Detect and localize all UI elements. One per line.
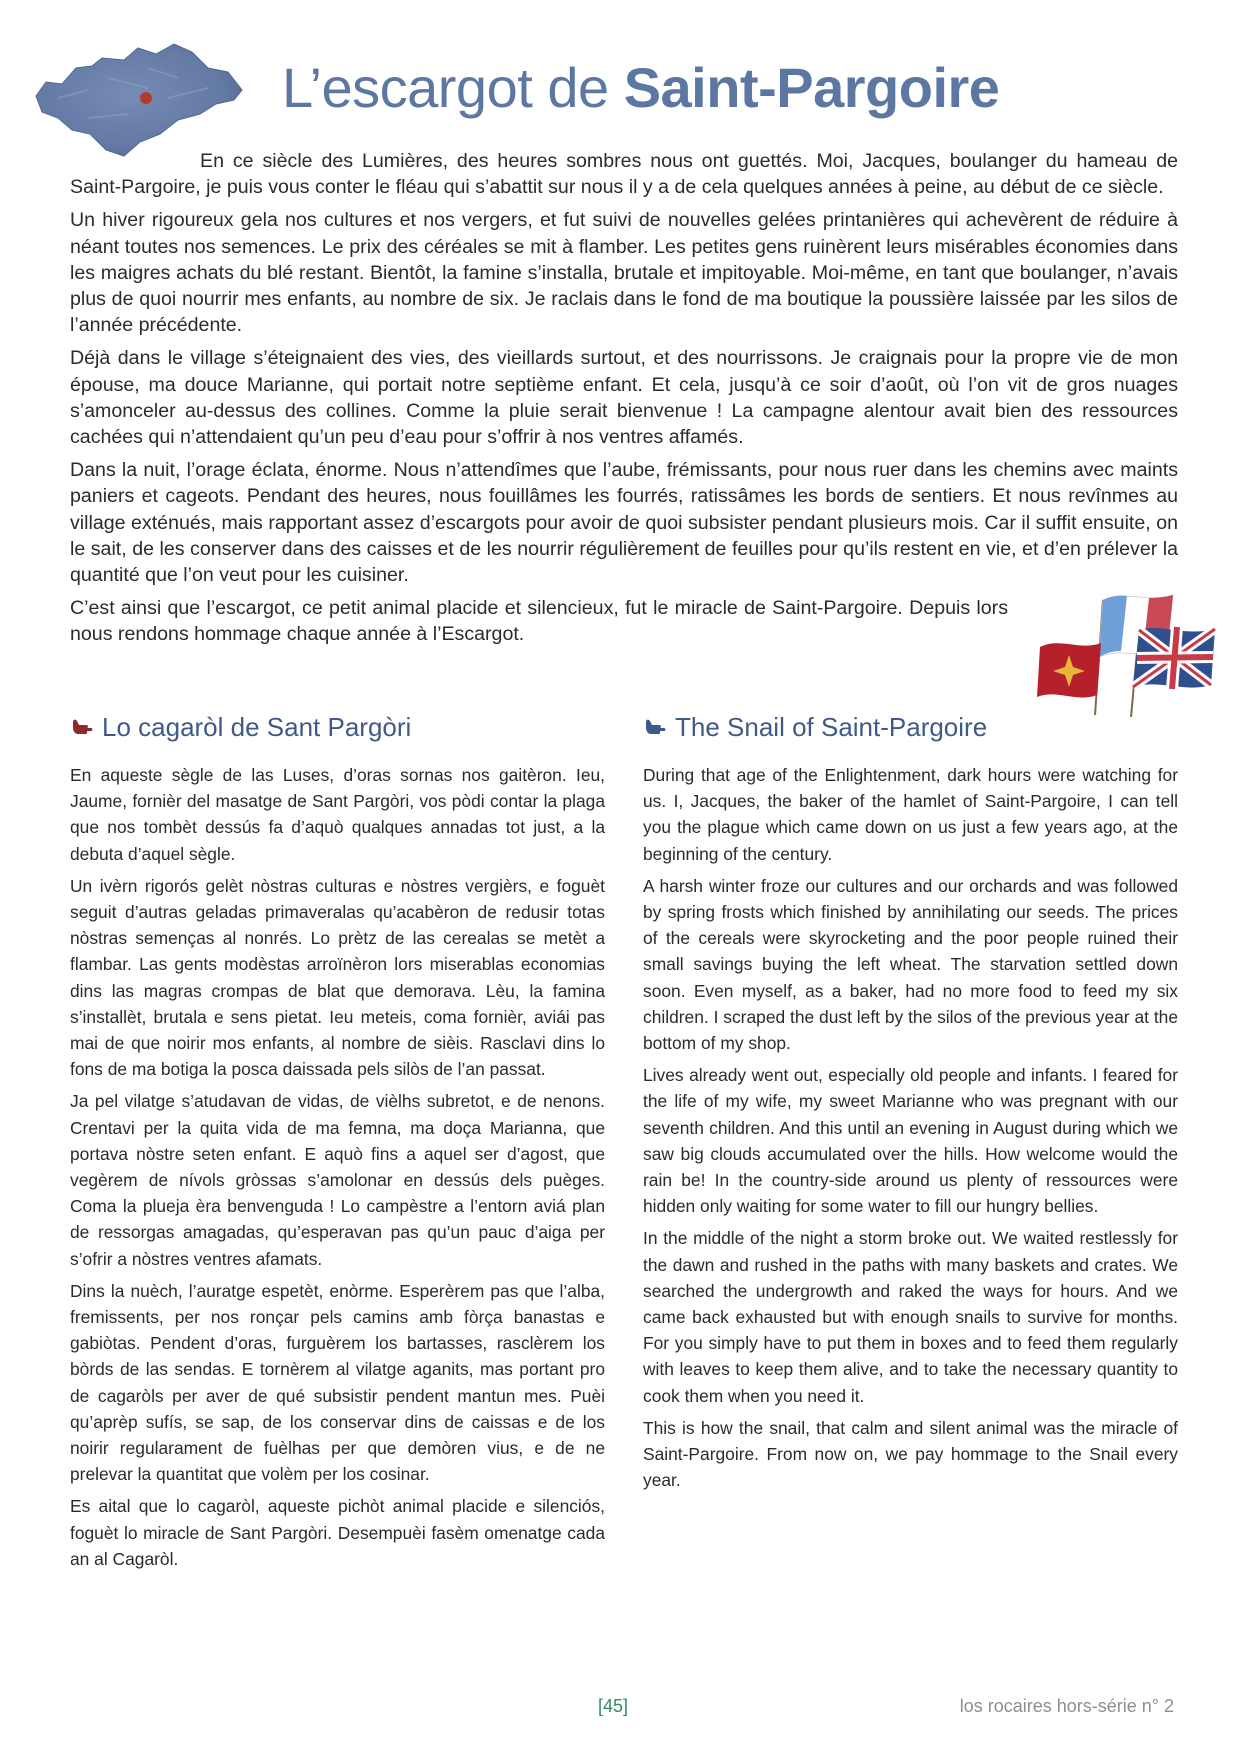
flags-icon xyxy=(1035,585,1220,720)
occitan-paragraph: Dins la nuèch, l’auratge espetèt, enòrme. Esperèrem pas que l’alba, fremissents, per nos ronçar pels camins amb fòrça banastas e gabiòtas. Pendent d’oras, furguèrem los bartasses, rasclèrem los bòrds de las sendas. E tornèrem al vilatge aganits, mas portant pro de cagaròls per aver de qué subsistir pendent mantun mes. Puèi qu’aprèp sufís, se sap, de los conservar dins de caissas e de los noirir regularament de fuèlhas per que demòren vius, e de ne prelevar la quantitat que volèm per los cosinar. xyxy=(70,1280,605,1485)
occitan-heading-text: Lo cagaròl de Sant Pargòri xyxy=(102,712,412,742)
intro-paragraph: En ce siècle des Lumières, des heures sombres nous ont guettés. Moi, Jacques, boulanger du hameau de Saint-Pargoire, je puis vous conter le fléau qui s’abattit sur nous il y a de cela quelques années à peine, au début de ce siècle. xyxy=(70,150,1178,199)
english-paragraph: During that age of the Enlightenment, dark hours were watching for us. I, Jacques, the baker of the hamlet of Saint-Pargoire, I can tell you the plague which came down on us just a few years ago, at the beginning of the century. xyxy=(643,765,1178,864)
page-title xyxy=(282,56,1000,119)
hand-pointer-icon xyxy=(643,716,667,738)
occitan-heading xyxy=(70,712,605,742)
english-heading-text: The Snail of Saint-Pargoire xyxy=(675,712,988,742)
english-paragraph: This is how the snail, that calm and silent animal was the miracle of Saint-Pargoire. From now on, we pay hommage to the Snail every year. xyxy=(643,1417,1178,1491)
title-bold: Saint-Pargoire xyxy=(623,56,1000,119)
occitan-paragraph: En aqueste sègle de las Luses, d’oras sornas nos gaitèron. Ieu, Jaume, fornièr del masatge de Sant Pargòri, vos pòdi contar la plaga que nos tombèt dessús fa d’aquò qualques annadas tot just, a la debuta d’aquel sègle. xyxy=(70,765,605,864)
hand-pointer-icon xyxy=(70,716,94,738)
intro-paragraph: Déjà dans le village s’éteignaient des vies, des vieillards surtout, et des nourrissons. Je craignais pour la propre vie de mon épouse, ma douce Marianne, qui portait notre septième enfant. Et cela, jusqu’à ce soir d’août, où l’on vit de gros nuages s’amonceler au-dessus des collines. Comme la pluie serait bienvenue ! La campagne alentour avait bien des ressources cachées qui n’attendaient qu’un peu d’eau pour s’offrir à nos ventres affamés. xyxy=(70,347,1178,449)
occitan-column xyxy=(70,712,605,1578)
intro-paragraph: C’est ainsi que l’escargot, ce petit animal placide et silencieux, fut le miracle de Saint-Pargoire. Depuis lors nous rendons hommage chaque année à l’Escargot. xyxy=(70,597,1008,646)
english-paragraph: A harsh winter froze our cultures and our orchards and was followed by spring frosts which finished by annihilating our seeds. The prices of the cereals were skyrocketing and the poor people ruined their small savings buying the left wheat. The starvation settled down soon. Even myself, as a baker, had no more food to feed my six children. I scraped the dust left by the silos of the previous year at the bottom of my shop. xyxy=(643,875,1178,1054)
intro-french xyxy=(70,148,1178,655)
occitan-paragraph: Es aital que lo cagaròl, aqueste pichòt animal placide e silenciós, foguèt lo miracle de Sant Pargòri. Desempuèi fasèm omenatge cada an al Cagaròl. xyxy=(70,1496,605,1569)
english-paragraph: In the middle of the night a storm broke out. We waited restlessly for the dawn and rushed in the paths with many baskets and crates. We searched the undergrowth and raked the ways for hours. And we came back exhausted but with enough snails to survive for months. For you simply have to put them in boxes and to feed them regularly with leaves to keep them alive, and to take the necessary quantity to cook them when you need it. xyxy=(643,1228,1178,1406)
english-paragraph: Lives already went out, especially old people and infants. I feared for the life of my wife, my sweet Marianne who was pregnant with our seventh children. And this until an evening in August during which we saw big clouds accumulated over the hills. How welcome would the rain be! In the country-side around us plenty of ressources were hidden only waiting for some water to fill our hungry bellies. xyxy=(643,1065,1178,1217)
title-prefix: L’escargot de xyxy=(282,56,624,119)
english-column xyxy=(643,712,1178,1499)
page-number: [45] xyxy=(598,1696,629,1716)
herault-map-icon xyxy=(28,38,258,160)
occitan-paragraph: Un ivèrn rigorós gelèt nòstras culturas e nòstres vergièrs, e foguèt seguit d’autras geladas primaveralas qu’acabèron de redusir totas nòstras semenças al nonrés. Lo prètz de las cerealas se metèt a flambar. Las gents modèstas arroïnèron lors miserablas economias dins las magras crompas de blat que demorava. Lèu, la famina s’installèt, brutala e sens pietat. Ieu meteis, coma fornièr, aviái pas mai de que noirir mos enfants, al nombre de sièis. Rasclavi dins lo fons de ma botiga la posca daissada pels silòs de l’an passat. xyxy=(70,875,605,1080)
intro-paragraph: Un hiver rigoureux gela nos cultures et nos vergers, et fut suivi de nouvelles gelées printanières qui achevèrent de réduire à néant toutes nos semences. Le prix des céréales se mit à flamber. Les petites gens ruinèrent leurs misérables économies dans les maigres achats du blé restant. Bientôt, la famine s’installa, brutale et impitoyable. Moi-même, en tant que boulanger, n’avais plus de quoi nourrir mes enfants, au nombre de six. Je raclais dans le fond de ma boutique la poussière laissée par les silos de l’année précédente. xyxy=(70,209,1178,337)
intro-paragraph: Dans la nuit, l’orage éclata, énorme. Nous n’attendîmes que l’aube, frémissants, pour nous ruer dans les chemins avec maints paniers et cageots. Pendant des heures, nous fouillâmes les fourrés, ratissâmes les bords de sentiers. Et nous revînmes au village exténués, mais rapportant assez d’escargots pour avoir de quoi subsister pendant plusieurs mois. Car il suffit ensuite, on le sait, de les conserver dans des caisses et de les nourrir régulièrement de feuilles pour qu’ils restent en vie, et d’en prélever la quantité que l’on veut pour les cuisiner. xyxy=(70,459,1178,587)
publication-footer: los rocaires hors-série n° 2 xyxy=(959,1696,1174,1716)
english-heading xyxy=(643,712,1178,742)
occitan-paragraph: Ja pel vilatge s’atudavan de vidas, de vièlhs subretot, e de nenons. Crentavi per la quita vida de ma femna, ma doça Marianna, que portava nòstre seten enfant. E aquò fins a aquel ser d’agost, que vegèrem de nívols gròssas s’amolonar en dessús dels puèges. Coma la plueja èra benvenguda ! Lo campèstre a l’entorn aviá plan de ressorgas amagadas, qu’esperavan pas qu’un pauc d’aiga per s’ofrir a nòstres ventres afamats. xyxy=(70,1091,605,1269)
